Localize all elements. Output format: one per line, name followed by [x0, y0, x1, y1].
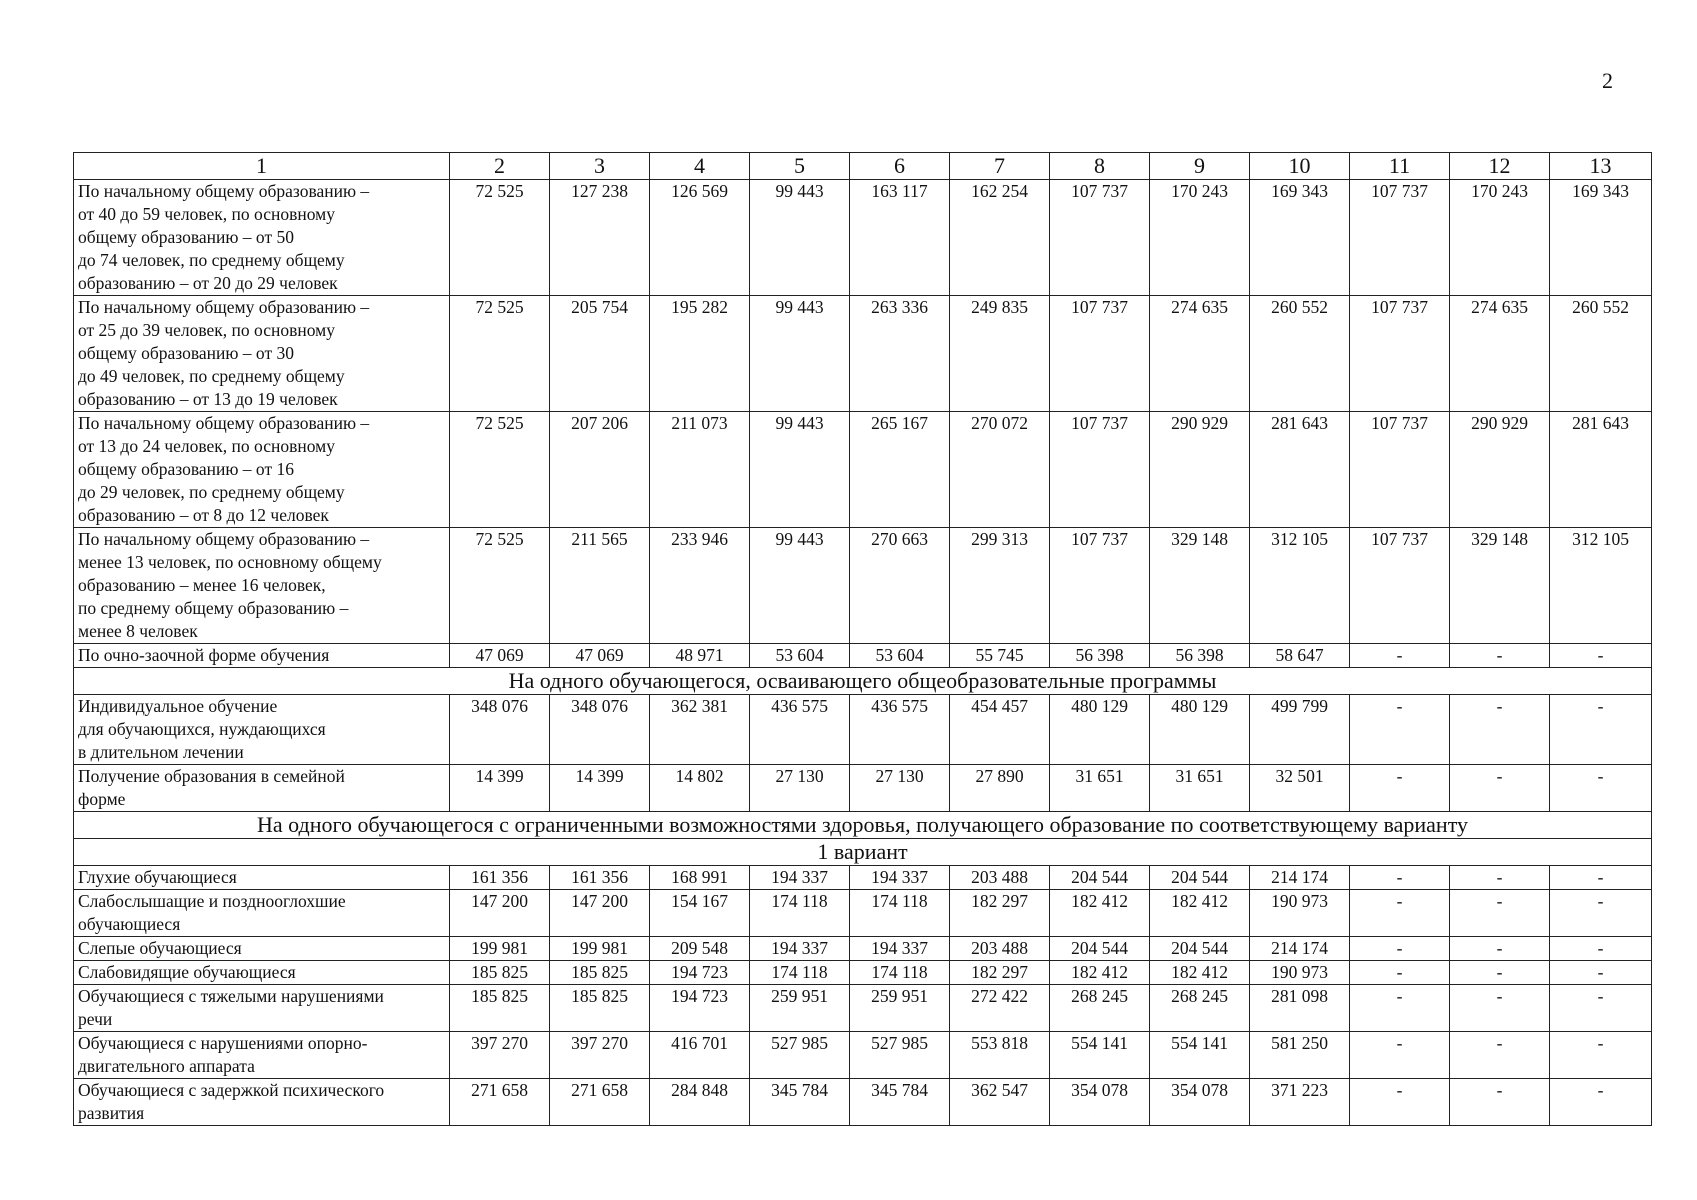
value-cell: 272 422: [950, 985, 1050, 1032]
value-cell: 168 991: [650, 866, 750, 890]
value-cell: -: [1350, 644, 1450, 668]
row-label-line: Индивидуальное обучение: [78, 696, 278, 716]
column-number-cell: 4: [650, 153, 750, 180]
value-cell: 345 784: [850, 1079, 950, 1126]
row-label-cell: [74, 1079, 450, 1126]
value-cell: 348 076: [450, 695, 550, 765]
value-cell: 554 141: [1150, 1032, 1250, 1079]
row-label-cell: [74, 961, 450, 985]
table-row: [74, 961, 1652, 985]
column-number-cell: 9: [1150, 153, 1250, 180]
value-cell: 27 130: [850, 765, 950, 812]
table-row: [74, 937, 1652, 961]
value-cell: -: [1550, 961, 1652, 985]
value-cell: 72 525: [450, 180, 550, 296]
row-label-line: до 74 человек, по среднему общему: [78, 250, 345, 270]
row-label-cell: [74, 937, 450, 961]
value-cell: 27 890: [950, 765, 1050, 812]
value-cell: 259 951: [850, 985, 950, 1032]
value-cell: 480 129: [1050, 695, 1150, 765]
section-title: На одного обучающегося с ограниченными возможностями здоровья, получающего образование по соответствующему варианту: [74, 812, 1652, 839]
value-cell: -: [1550, 644, 1652, 668]
table-row: [74, 695, 1652, 765]
column-number-cell: 7: [950, 153, 1050, 180]
value-cell: 270 072: [950, 412, 1050, 528]
value-cell: 211 073: [650, 412, 750, 528]
value-cell: 362 547: [950, 1079, 1050, 1126]
value-cell: 204 544: [1050, 866, 1150, 890]
row-label-line: Глухие обучающиеся: [78, 867, 237, 887]
value-cell: 72 525: [450, 528, 550, 644]
value-cell: 72 525: [450, 412, 550, 528]
value-cell: 480 129: [1150, 695, 1250, 765]
value-cell: 154 167: [650, 890, 750, 937]
value-cell: 527 985: [750, 1032, 850, 1079]
row-label-cell: [74, 985, 450, 1032]
value-cell: 107 737: [1050, 412, 1150, 528]
value-cell: 371 223: [1250, 1079, 1350, 1126]
value-cell: 581 250: [1250, 1032, 1350, 1079]
value-cell: -: [1450, 765, 1550, 812]
section-title: На одного обучающегося, осваивающего общеобразовательные программы: [74, 668, 1652, 695]
value-cell: -: [1350, 890, 1450, 937]
value-cell: -: [1350, 1032, 1450, 1079]
column-number-cell: 10: [1250, 153, 1350, 180]
value-cell: 99 443: [750, 412, 850, 528]
row-label-line: Обучающиеся с нарушениями опорно-: [78, 1033, 368, 1053]
value-cell: -: [1550, 1079, 1652, 1126]
row-label-line: обучающиеся: [78, 914, 181, 934]
column-number-cell: 5: [750, 153, 850, 180]
row-label-line: образованию – от 13 до 19 человек: [78, 389, 338, 409]
value-cell: 299 313: [950, 528, 1050, 644]
column-number-cell: 6: [850, 153, 950, 180]
value-cell: 174 118: [850, 890, 950, 937]
value-cell: -: [1350, 866, 1450, 890]
column-number-cell: 8: [1050, 153, 1150, 180]
value-cell: 204 544: [1150, 866, 1250, 890]
row-label-line: По начальному общему образованию –: [78, 529, 370, 549]
value-cell: 211 565: [550, 528, 650, 644]
row-label-line: речи: [78, 1009, 113, 1029]
row-label-line: По очно-заочной форме обучения: [78, 645, 330, 665]
row-label-cell: [74, 528, 450, 644]
row-label-line: от 40 до 59 человек, по основному: [78, 204, 335, 224]
row-label-line: общему образованию – от 16: [78, 459, 294, 479]
value-cell: 27 130: [750, 765, 850, 812]
variant-title-row: [74, 839, 1652, 866]
value-cell: 195 282: [650, 296, 750, 412]
section-title-row: [74, 668, 1652, 695]
row-label-line: По начальному общему образованию –: [78, 297, 370, 317]
value-cell: 233 946: [650, 528, 750, 644]
value-cell: 14 802: [650, 765, 750, 812]
row-label-cell: [74, 890, 450, 937]
value-cell: 205 754: [550, 296, 650, 412]
value-cell: 281 643: [1550, 412, 1652, 528]
value-cell: 281 643: [1250, 412, 1350, 528]
row-label-line: для обучающихся, нуждающихся: [78, 719, 326, 739]
value-cell: 170 243: [1150, 180, 1250, 296]
value-cell: 126 569: [650, 180, 750, 296]
row-label-line: образованию – менее 16 человек,: [78, 575, 326, 595]
value-cell: 185 825: [450, 985, 550, 1032]
column-number-cell: 11: [1350, 153, 1450, 180]
row-label-line: Слепые обучающиеся: [78, 938, 242, 958]
row-label-cell: [74, 1032, 450, 1079]
value-cell: 207 206: [550, 412, 650, 528]
row-label-line: до 29 человек, по среднему общему: [78, 482, 345, 502]
value-cell: 345 784: [750, 1079, 850, 1126]
value-cell: -: [1550, 985, 1652, 1032]
row-label-line: до 49 человек, по среднему общему: [78, 366, 345, 386]
value-cell: 260 552: [1550, 296, 1652, 412]
value-cell: 174 118: [850, 961, 950, 985]
value-cell: 182 412: [1050, 890, 1150, 937]
value-cell: 107 737: [1350, 180, 1450, 296]
table-row: [74, 765, 1652, 812]
row-label-line: менее 13 человек, по основному общему: [78, 552, 382, 572]
value-cell: -: [1450, 937, 1550, 961]
value-cell: -: [1350, 937, 1450, 961]
value-cell: 182 412: [1150, 961, 1250, 985]
value-cell: -: [1350, 765, 1450, 812]
value-cell: 263 336: [850, 296, 950, 412]
value-cell: 53 604: [850, 644, 950, 668]
row-label-cell: [74, 412, 450, 528]
value-cell: -: [1450, 961, 1550, 985]
value-cell: 55 745: [950, 644, 1050, 668]
row-label-cell: [74, 695, 450, 765]
value-cell: 190 973: [1250, 890, 1350, 937]
value-cell: 290 929: [1150, 412, 1250, 528]
value-cell: 194 723: [650, 985, 750, 1032]
row-label-line: общему образованию – от 50: [78, 227, 294, 247]
row-label-cell: [74, 644, 450, 668]
row-label-line: образованию – от 20 до 29 человек: [78, 273, 338, 293]
table-row: [74, 1079, 1652, 1126]
value-cell: -: [1350, 985, 1450, 1032]
value-cell: -: [1350, 961, 1450, 985]
value-cell: 436 575: [850, 695, 950, 765]
value-cell: 194 337: [850, 866, 950, 890]
value-cell: 268 245: [1050, 985, 1150, 1032]
value-cell: 107 737: [1350, 412, 1450, 528]
table-row: [74, 890, 1652, 937]
value-cell: 47 069: [450, 644, 550, 668]
value-cell: 203 488: [950, 937, 1050, 961]
value-cell: 182 297: [950, 961, 1050, 985]
value-cell: 31 651: [1150, 765, 1250, 812]
column-number-cell: 13: [1550, 153, 1652, 180]
row-label-cell: [74, 296, 450, 412]
value-cell: -: [1550, 695, 1652, 765]
value-cell: 259 951: [750, 985, 850, 1032]
value-cell: 99 443: [750, 528, 850, 644]
value-cell: 554 141: [1050, 1032, 1150, 1079]
value-cell: 190 973: [1250, 961, 1350, 985]
value-cell: 204 544: [1150, 937, 1250, 961]
value-cell: 397 270: [450, 1032, 550, 1079]
value-cell: 499 799: [1250, 695, 1350, 765]
row-label-line: двигательного аппарата: [78, 1056, 255, 1076]
row-label-cell: [74, 866, 450, 890]
value-cell: -: [1550, 1032, 1652, 1079]
value-cell: 312 105: [1550, 528, 1652, 644]
table-row: [74, 985, 1652, 1032]
value-cell: -: [1550, 866, 1652, 890]
value-cell: -: [1450, 890, 1550, 937]
value-cell: 199 981: [550, 937, 650, 961]
value-cell: 185 825: [450, 961, 550, 985]
row-label-line: Обучающиеся с тяжелыми нарушениями: [78, 986, 384, 1006]
table-row: [74, 296, 1652, 412]
row-label-line: менее 8 человек: [78, 621, 198, 641]
value-cell: 56 398: [1050, 644, 1150, 668]
value-cell: 99 443: [750, 180, 850, 296]
value-cell: -: [1450, 985, 1550, 1032]
value-cell: 163 117: [850, 180, 950, 296]
column-number-cell: 12: [1450, 153, 1550, 180]
row-label-line: По начальному общему образованию –: [78, 181, 370, 201]
value-cell: 162 254: [950, 180, 1050, 296]
value-cell: 194 337: [850, 937, 950, 961]
column-number-row: [74, 153, 1652, 180]
column-number-cell: 1: [74, 153, 450, 180]
value-cell: 170 243: [1450, 180, 1550, 296]
value-cell: 329 148: [1150, 528, 1250, 644]
value-cell: 354 078: [1150, 1079, 1250, 1126]
value-cell: -: [1450, 866, 1550, 890]
row-label-cell: [74, 180, 450, 296]
value-cell: 161 356: [550, 866, 650, 890]
value-cell: 58 647: [1250, 644, 1350, 668]
row-label-line: форме: [78, 789, 126, 809]
value-cell: 174 118: [750, 961, 850, 985]
value-cell: 182 412: [1150, 890, 1250, 937]
value-cell: 281 098: [1250, 985, 1350, 1032]
value-cell: 32 501: [1250, 765, 1350, 812]
row-label-line: Слабослышащие и позднооглохшие: [78, 891, 346, 911]
value-cell: 260 552: [1250, 296, 1350, 412]
row-label-line: развития: [78, 1103, 145, 1123]
value-cell: 397 270: [550, 1032, 650, 1079]
row-label-line: в длительном лечении: [78, 742, 244, 762]
row-label-line: По начальному общему образованию –: [78, 413, 370, 433]
value-cell: 312 105: [1250, 528, 1350, 644]
value-cell: 214 174: [1250, 866, 1350, 890]
section-title-row: [74, 812, 1652, 839]
row-label-line: образованию – от 8 до 12 человек: [78, 505, 329, 525]
table-row: [74, 412, 1652, 528]
value-cell: -: [1450, 695, 1550, 765]
value-cell: 31 651: [1050, 765, 1150, 812]
value-cell: 107 737: [1050, 180, 1150, 296]
row-label-line: от 25 до 39 человек, по основному: [78, 320, 335, 340]
value-cell: 182 297: [950, 890, 1050, 937]
table-row: [74, 180, 1652, 296]
value-cell: 274 635: [1450, 296, 1550, 412]
value-cell: 185 825: [550, 961, 650, 985]
value-cell: 147 200: [550, 890, 650, 937]
row-label-line: общему образованию – от 30: [78, 343, 294, 363]
value-cell: 204 544: [1050, 937, 1150, 961]
value-cell: 416 701: [650, 1032, 750, 1079]
value-cell: -: [1350, 1079, 1450, 1126]
value-cell: 271 658: [550, 1079, 650, 1126]
value-cell: 107 737: [1350, 296, 1450, 412]
value-cell: -: [1350, 695, 1450, 765]
value-cell: 107 737: [1350, 528, 1450, 644]
value-cell: 194 723: [650, 961, 750, 985]
value-cell: 268 245: [1150, 985, 1250, 1032]
value-cell: 436 575: [750, 695, 850, 765]
value-cell: 147 200: [450, 890, 550, 937]
value-cell: -: [1550, 765, 1652, 812]
variant-title: 1 вариант: [74, 839, 1652, 866]
value-cell: 107 737: [1050, 296, 1150, 412]
value-cell: -: [1450, 1079, 1550, 1126]
column-number-cell: 3: [550, 153, 650, 180]
value-cell: 14 399: [550, 765, 650, 812]
value-cell: 274 635: [1150, 296, 1250, 412]
row-label-line: Обучающиеся с задержкой психического: [78, 1080, 385, 1100]
table-row: [74, 644, 1652, 668]
value-cell: 209 548: [650, 937, 750, 961]
value-cell: 249 835: [950, 296, 1050, 412]
value-cell: -: [1550, 890, 1652, 937]
row-label-line: по среднему общему образованию –: [78, 598, 349, 618]
row-label-line: Слабовидящие обучающиеся: [78, 962, 296, 982]
value-cell: 185 825: [550, 985, 650, 1032]
column-number-cell: 2: [450, 153, 550, 180]
row-label-line: от 13 до 24 человек, по основному: [78, 436, 335, 456]
value-cell: 53 604: [750, 644, 850, 668]
value-cell: 161 356: [450, 866, 550, 890]
value-cell: 362 381: [650, 695, 750, 765]
value-cell: 48 971: [650, 644, 750, 668]
value-cell: 194 337: [750, 866, 850, 890]
value-cell: 72 525: [450, 296, 550, 412]
value-cell: -: [1450, 1032, 1550, 1079]
tariff-table: [73, 152, 1652, 1126]
value-cell: 169 343: [1550, 180, 1652, 296]
table-row: [74, 528, 1652, 644]
value-cell: 265 167: [850, 412, 950, 528]
value-cell: 127 238: [550, 180, 650, 296]
value-cell: -: [1550, 937, 1652, 961]
table-row: [74, 866, 1652, 890]
value-cell: 47 069: [550, 644, 650, 668]
value-cell: -: [1450, 644, 1550, 668]
value-cell: 99 443: [750, 296, 850, 412]
table-row: [74, 1032, 1652, 1079]
value-cell: 107 737: [1050, 528, 1150, 644]
page-number: 2: [1602, 68, 1613, 93]
value-cell: 56 398: [1150, 644, 1250, 668]
value-cell: 270 663: [850, 528, 950, 644]
value-cell: 182 412: [1050, 961, 1150, 985]
value-cell: 527 985: [850, 1032, 950, 1079]
row-label-cell: [74, 765, 450, 812]
value-cell: 214 174: [1250, 937, 1350, 961]
value-cell: 271 658: [450, 1079, 550, 1126]
row-label-line: Получение образования в семейной: [78, 766, 345, 786]
value-cell: 329 148: [1450, 528, 1550, 644]
value-cell: 203 488: [950, 866, 1050, 890]
value-cell: 354 078: [1050, 1079, 1150, 1126]
value-cell: 290 929: [1450, 412, 1550, 528]
value-cell: 14 399: [450, 765, 550, 812]
value-cell: 553 818: [950, 1032, 1050, 1079]
value-cell: 194 337: [750, 937, 850, 961]
value-cell: 348 076: [550, 695, 650, 765]
value-cell: 284 848: [650, 1079, 750, 1126]
value-cell: 169 343: [1250, 180, 1350, 296]
value-cell: 454 457: [950, 695, 1050, 765]
value-cell: 174 118: [750, 890, 850, 937]
value-cell: 199 981: [450, 937, 550, 961]
